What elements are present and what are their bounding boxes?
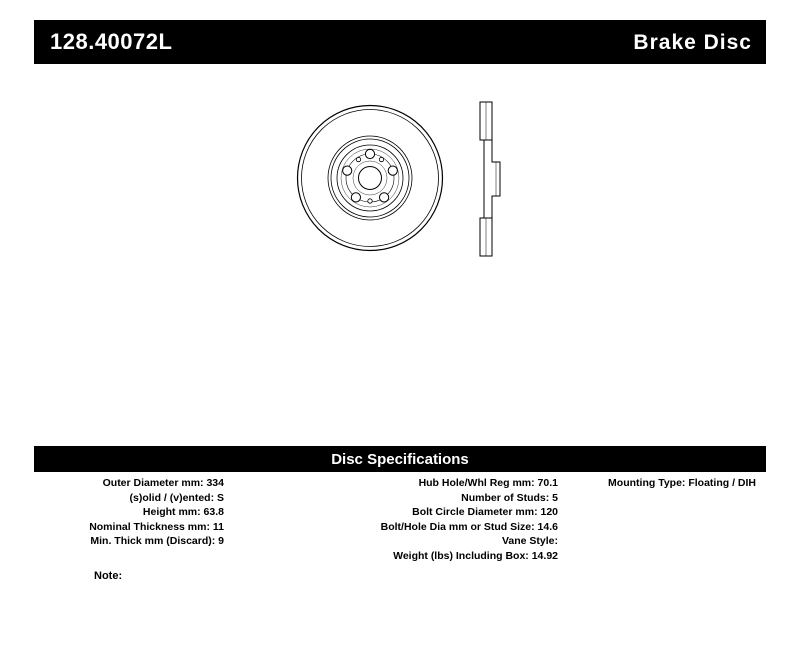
- spec-table: [34, 476, 766, 564]
- rotor-side-view: [466, 100, 514, 258]
- spec-column-left: [34, 476, 224, 549]
- spec-item: Nominal Thickness mm: 11: [89, 520, 224, 533]
- spec-title: Disc Specifications: [331, 450, 469, 468]
- technical-drawing: [34, 72, 766, 422]
- part-number: 128.40072L: [50, 29, 173, 54]
- spec-column-right: [564, 476, 766, 491]
- product-type-label: Brake Disc: [633, 30, 752, 54]
- spec-item: Weight (lbs) Including Box: 14.92: [393, 549, 558, 562]
- spec-item: Bolt/Hole Dia mm or Stud Size: 14.6: [380, 520, 558, 533]
- spec-item: Vane Style:: [501, 535, 558, 548]
- spec-item: Bolt Circle Diameter mm: 120: [412, 506, 558, 519]
- note-label: Note:: [94, 570, 123, 582]
- spec-item: Height mm: 63.8: [142, 506, 224, 519]
- spec-item: Number of Studs: 5: [461, 491, 558, 504]
- spec-item: Min. Thick mm (Discard): 9: [90, 535, 224, 548]
- spec-item: Mounting Type: Floating / DIH: [608, 477, 756, 489]
- rotor-face-view: [296, 104, 444, 252]
- spec-column-middle: [224, 476, 564, 564]
- spec-item: Outer Diameter mm: 334: [102, 477, 224, 489]
- header-bar: [34, 20, 766, 64]
- spec-title-bar: [34, 446, 766, 472]
- spec-item: Hub Hole/Whl Reg mm: 70.1: [418, 477, 558, 489]
- spec-item: (s)olid / (v)ented: S: [129, 491, 224, 504]
